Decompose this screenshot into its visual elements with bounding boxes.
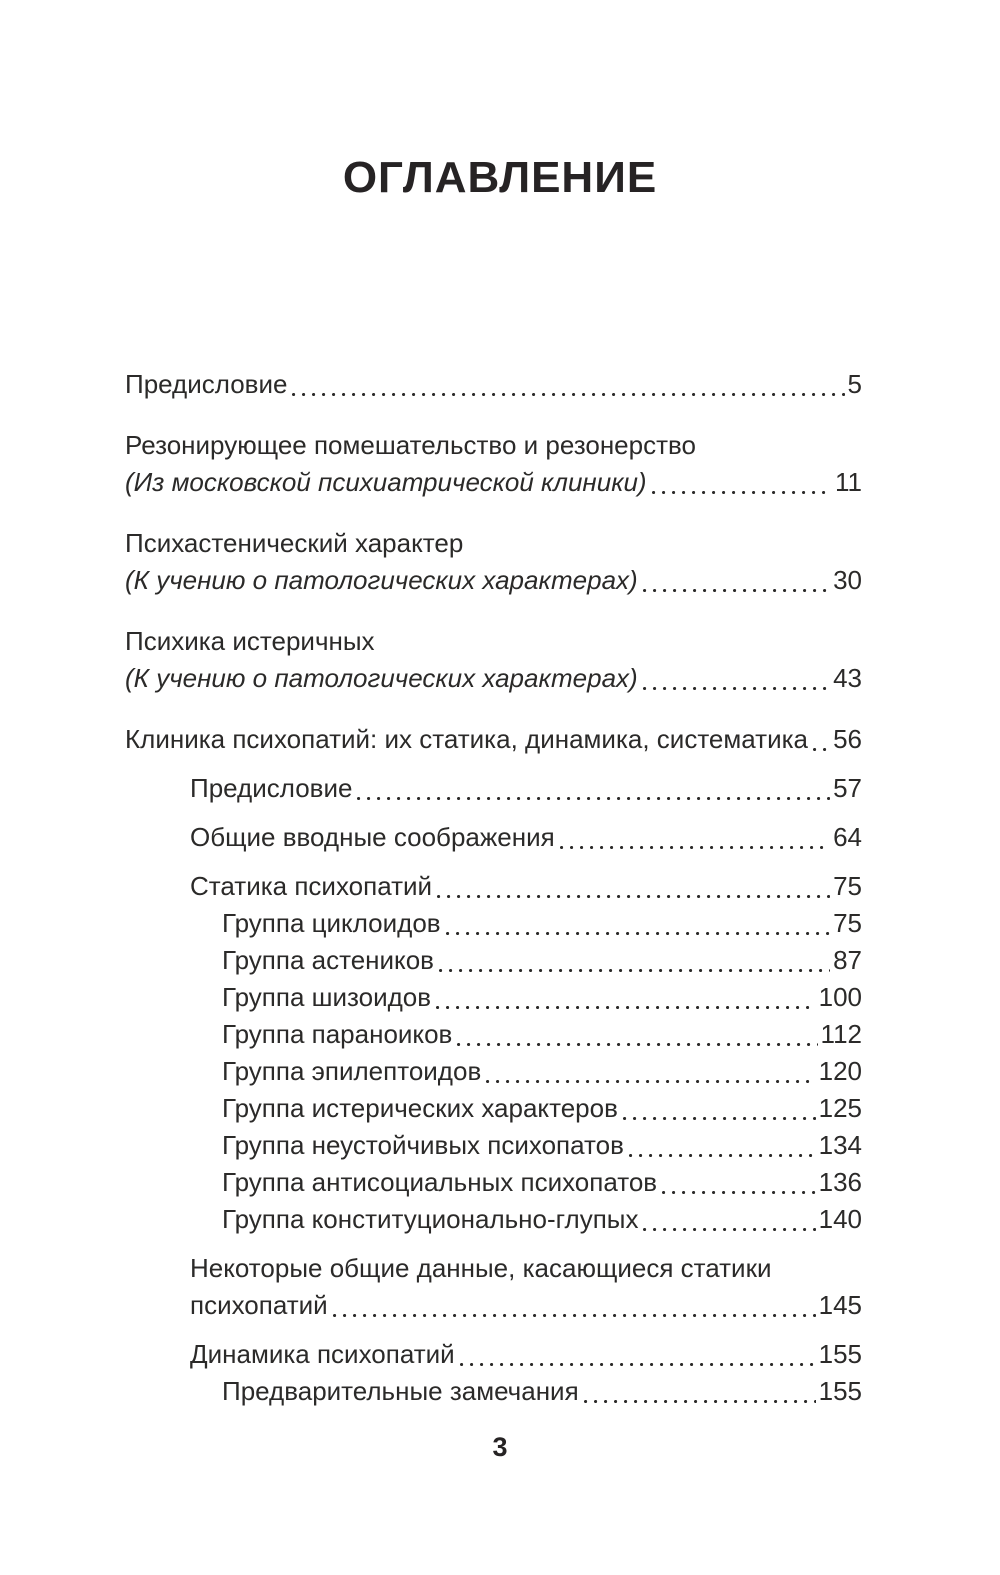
toc-entry-page: 155 xyxy=(818,1376,862,1406)
toc-entry[interactable] xyxy=(125,1090,862,1127)
toc-entry-title: Группа неустойчивых психопатов xyxy=(222,1130,624,1160)
toc-entry-page: 43 xyxy=(833,663,862,693)
dot-leader xyxy=(436,979,816,1016)
toc-entry[interactable] xyxy=(125,770,862,807)
toc-entry[interactable] xyxy=(125,942,862,979)
page-title: ОГЛАВЛЕНИЕ xyxy=(342,153,658,203)
toc-entry-page: 125 xyxy=(818,1093,862,1123)
toc-entry-title: Общие вводные соображения xyxy=(190,822,555,852)
toc-entry[interactable] xyxy=(125,1373,862,1410)
dot-leader xyxy=(643,562,830,599)
toc-entry[interactable] xyxy=(125,979,862,1016)
toc-entry-page: 136 xyxy=(818,1167,862,1197)
toc-entry-title: Предисловие xyxy=(190,773,353,803)
dot-leader xyxy=(662,1164,815,1201)
dot-leader xyxy=(629,1127,816,1164)
page-number: 3 xyxy=(492,1432,508,1462)
toc-entry-page: 134 xyxy=(818,1130,862,1160)
toc-entry-title: Группа циклоидов xyxy=(222,908,441,938)
toc-entry[interactable] xyxy=(125,905,862,942)
toc-entry-page: 56 xyxy=(833,724,862,754)
toc-entry-title: Клиника психопатий: их статика, динамика, систематика xyxy=(125,724,808,754)
toc-entry-page: 5 xyxy=(847,369,862,399)
toc-entry-page: 155 xyxy=(818,1339,862,1369)
toc-entry-title: Психастенический характер xyxy=(125,528,464,558)
toc-entry-title: Группа параноиков xyxy=(222,1019,453,1049)
toc-entry-page: 11 xyxy=(835,467,862,497)
dot-leader xyxy=(813,721,830,758)
toc-entry-page: 30 xyxy=(833,565,862,595)
toc-entry-title: Группа шизоидов xyxy=(222,982,432,1012)
toc-entry[interactable] xyxy=(125,1336,862,1373)
toc-entry-title: Динамика психопатий xyxy=(190,1339,455,1369)
toc-entry-page: 87 xyxy=(833,945,862,975)
dot-leader xyxy=(357,770,830,807)
toc-entry[interactable] xyxy=(125,623,862,697)
toc-entry-title: Предварительные замечания xyxy=(222,1376,579,1406)
toc-entry[interactable] xyxy=(125,868,862,905)
toc-entry-page: 64 xyxy=(833,822,862,852)
toc-entry-page: 100 xyxy=(818,982,862,1012)
dot-leader xyxy=(460,1336,816,1373)
toc-entry-subtitle: психопатий xyxy=(190,1290,328,1320)
dot-leader xyxy=(560,819,830,856)
toc-entry-page: 120 xyxy=(818,1056,862,1086)
toc-entry-title: Психика истеричных xyxy=(125,626,375,656)
toc-entry-page: 140 xyxy=(818,1204,862,1234)
dot-leader xyxy=(652,464,832,501)
toc-entry-subtitle: (Из московской психиатрической клиники) xyxy=(125,467,647,497)
toc-entry[interactable] xyxy=(125,366,862,403)
toc-entry[interactable] xyxy=(125,1164,862,1201)
toc-entry[interactable] xyxy=(125,721,862,758)
toc-entry-title: Группа антисоциальных психопатов xyxy=(222,1167,658,1197)
toc-entry-title: Резонирующее помешательство и резонерство xyxy=(125,430,696,460)
dot-leader xyxy=(292,366,844,403)
dot-leader xyxy=(486,1053,815,1090)
dot-leader xyxy=(584,1373,816,1410)
toc-entry-title: Статика психопатий xyxy=(190,871,433,901)
toc-entry-page: 112 xyxy=(820,1019,862,1049)
toc-entry-title: Группа эпилептоидов xyxy=(222,1056,482,1086)
dot-leader xyxy=(643,660,830,697)
toc-entry-title: Группа астеников xyxy=(222,945,434,975)
toc-entry-subtitle: (К учению о патологических характерах) xyxy=(125,663,638,693)
dot-leader xyxy=(446,905,830,942)
toc-entry[interactable] xyxy=(125,525,862,599)
toc-entry-title: Группа истерических характеров xyxy=(222,1093,618,1123)
toc-entry[interactable] xyxy=(125,1250,862,1324)
dot-leader xyxy=(623,1090,816,1127)
toc-entry-title: Предисловие xyxy=(125,369,288,399)
dot-leader xyxy=(439,942,830,979)
toc-entry-title: Некоторые общие данные, касающиеся статики xyxy=(190,1253,772,1283)
toc-entry[interactable] xyxy=(125,1201,862,1238)
dot-leader xyxy=(643,1201,815,1238)
toc-entry[interactable] xyxy=(125,819,862,856)
toc-entry[interactable] xyxy=(125,1053,862,1090)
toc-entry[interactable] xyxy=(125,1016,862,1053)
toc-entry-page: 145 xyxy=(818,1290,862,1320)
dot-leader xyxy=(437,868,830,905)
table-of-contents xyxy=(125,366,862,1410)
dot-leader xyxy=(457,1016,817,1053)
toc-entry[interactable] xyxy=(125,427,862,501)
toc-entry-subtitle: (К учению о патологических характерах) xyxy=(125,565,638,595)
toc-entry-page: 75 xyxy=(833,908,862,938)
toc-entry-page: 57 xyxy=(833,773,862,803)
toc-entry[interactable] xyxy=(125,1127,862,1164)
toc-entry-title: Группа конституционально-глупых xyxy=(222,1204,639,1234)
toc-entry-page: 75 xyxy=(833,871,862,901)
dot-leader xyxy=(333,1287,816,1324)
